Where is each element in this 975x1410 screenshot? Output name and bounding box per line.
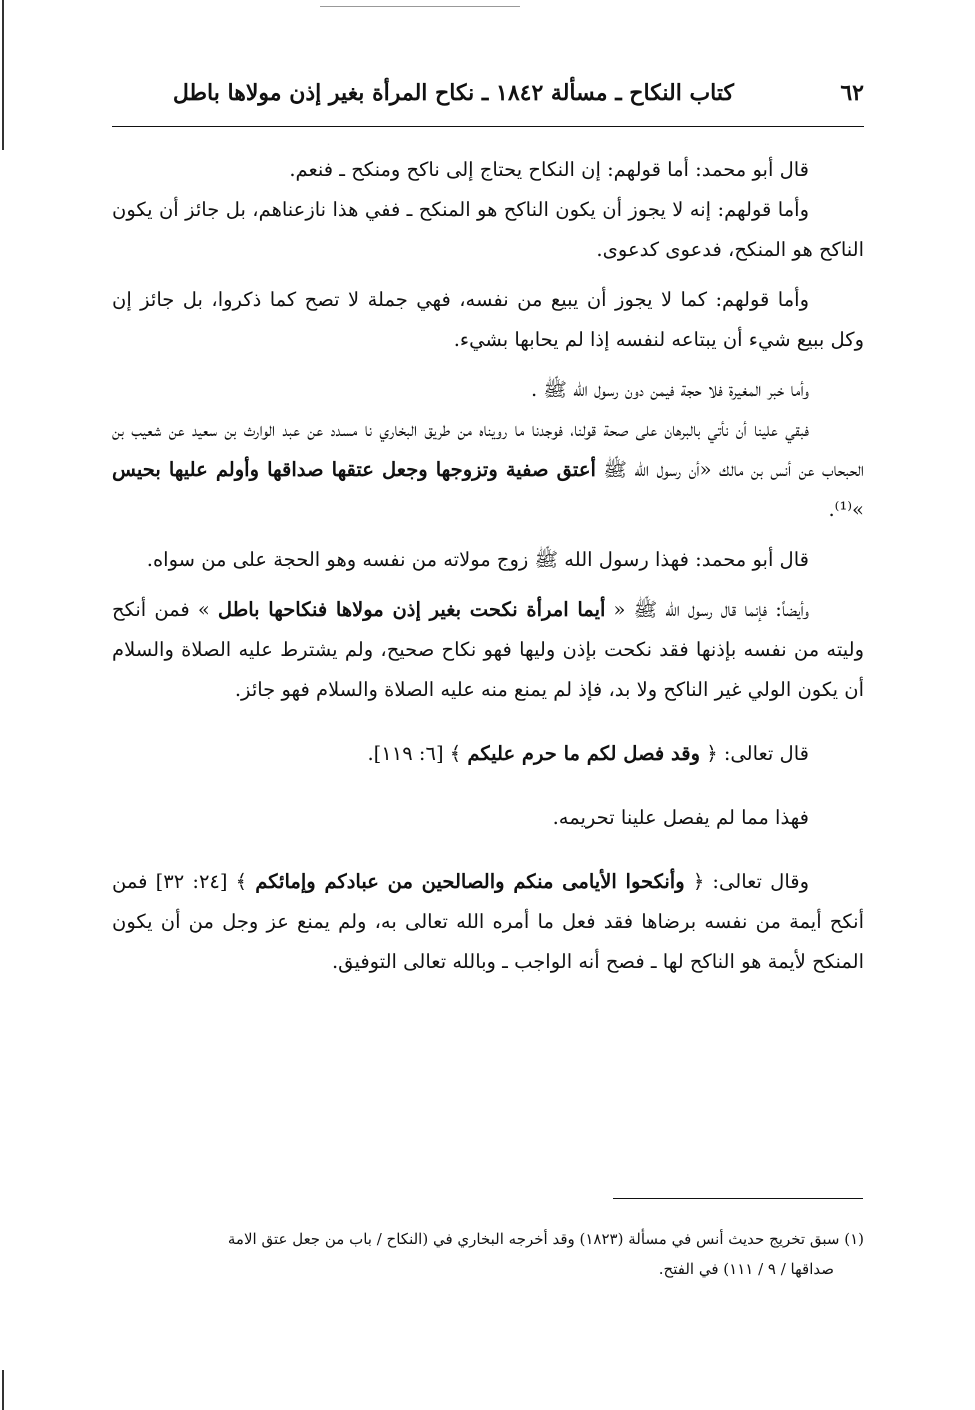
paragraph: فبقي علينا أن نأتي بالبرهان على صحة قولنا، فوجدنا ما رويناه من طريق البخاري نا مسدد عن عبد الوارث بن سعيد عن شعيب بن الحبحاب عن أنس بن مالك «أن رسول الله ﷺ أعتق صفية وتزوجها وجعل عتقها صداقها وأولم عليها بحيس »⁽¹⁾.: [112, 418, 864, 521]
scan-edge-line-bottom: [2, 1370, 4, 1410]
quran-verse: وأنكحوا الأيامى منكم والصالحين من عبادكم وإمائكم: [255, 870, 685, 893]
paragraph: قال أبو محمد: أما قولهم: إن النكاح يحتاج إلى ناكح ومنكح ـ فنعم.: [289, 158, 809, 181]
paragraph: وقال تعالى: ﴿ وأنكحوا الأيامى منكم والصالحين من عبادكم وإمائكم ﴾ [٢٤: ٣٢] فمن أنكح أيمة من نفسه برضاها فقد فعل ما أمره الله تعالى به، ولم يمنع عز وجل من أن يكون المنكح لأيمة هو الناكح لها ـ فصح أنه الواجب ـ وبالله تعالى التوفيق.: [112, 870, 864, 973]
paragraph: وأما قولهم: كما لا يجوز أن يبيع من نفسه، فهي جملة لا تصح كما ذكروا، بل جائز إن وكل ببيع شيء أن يبتاعه لنفسه إذا لم يحابها بشيء.: [112, 288, 864, 351]
header-rule: [112, 126, 864, 127]
scan-top-mark: [320, 6, 520, 7]
footnotes: [112, 1224, 864, 1284]
footnote: (١) سبق تخريج حديث أنس في مسألة (١٨٢٣) وقد أخرجه البخاري في (النكاح / باب من جعل عتق الامة صداقها / ٩ / ١١١) في الفتح.: [227, 1230, 864, 1278]
scan-edge-line-top: [2, 0, 4, 150]
footnote-rule: [613, 1198, 863, 1199]
paragraph: وأيضاً: فإنما قال رسول الله ﷺ « أيما امرأة نكحت بغير إذن مولاها فنكاحها باطل » فمن أنكح وليته من نفسه بإذنها فقد نكحت بإذن وليها فهو نكاح صحيح، ولم يشترط عليه الصلاة والسلام أن يكون الولي غير الناكح ولا بد، فإذ لم يمنع منه عليه الصلاة والسلام فهو جائز.: [112, 598, 864, 701]
paragraph: وأما خبر المغيرة فلا حجة فيمن دون رسول الله ﷺ .: [531, 378, 809, 401]
hadith-quote: أيما امرأة نكحت بغير إذن مولاها فنكاحها باطل: [217, 598, 606, 621]
hadith-quote: أعتق صفية وتزوجها وجعل عتقها صداقها وأولم عليها بحيس: [112, 458, 596, 481]
paragraph: قال تعالى: ﴿ وقد فصل لكم ما حرم عليكم ﴾ [٦: ١١٩].: [367, 742, 809, 765]
paragraph: فهذا مما لم يفصل علينا تحريمه.: [552, 806, 809, 829]
running-title: كتاب النكاح ـ مسألة ١٨٤٢ ـ نكاح المرأة بغير إذن مولاها باطل: [172, 80, 734, 106]
paragraph: وأما قولهم: إنه لا يجوز أن يكون الناكح هو المنكح ـ ففي هذا نازعناهم، بل جائز أن يكون الناكح هو المنكح، فدعوى كدعوى.: [112, 198, 864, 261]
quran-verse: وقد فصل لكم ما حرم عليكم: [467, 742, 700, 765]
main-text: [112, 150, 864, 982]
page-number: ٦٢: [840, 80, 864, 106]
paragraph: قال أبو محمد: فهذا رسول الله ﷺ زوج مولاته من نفسه وهو الحجة على من سواه.: [146, 548, 809, 571]
running-header: [112, 76, 864, 116]
